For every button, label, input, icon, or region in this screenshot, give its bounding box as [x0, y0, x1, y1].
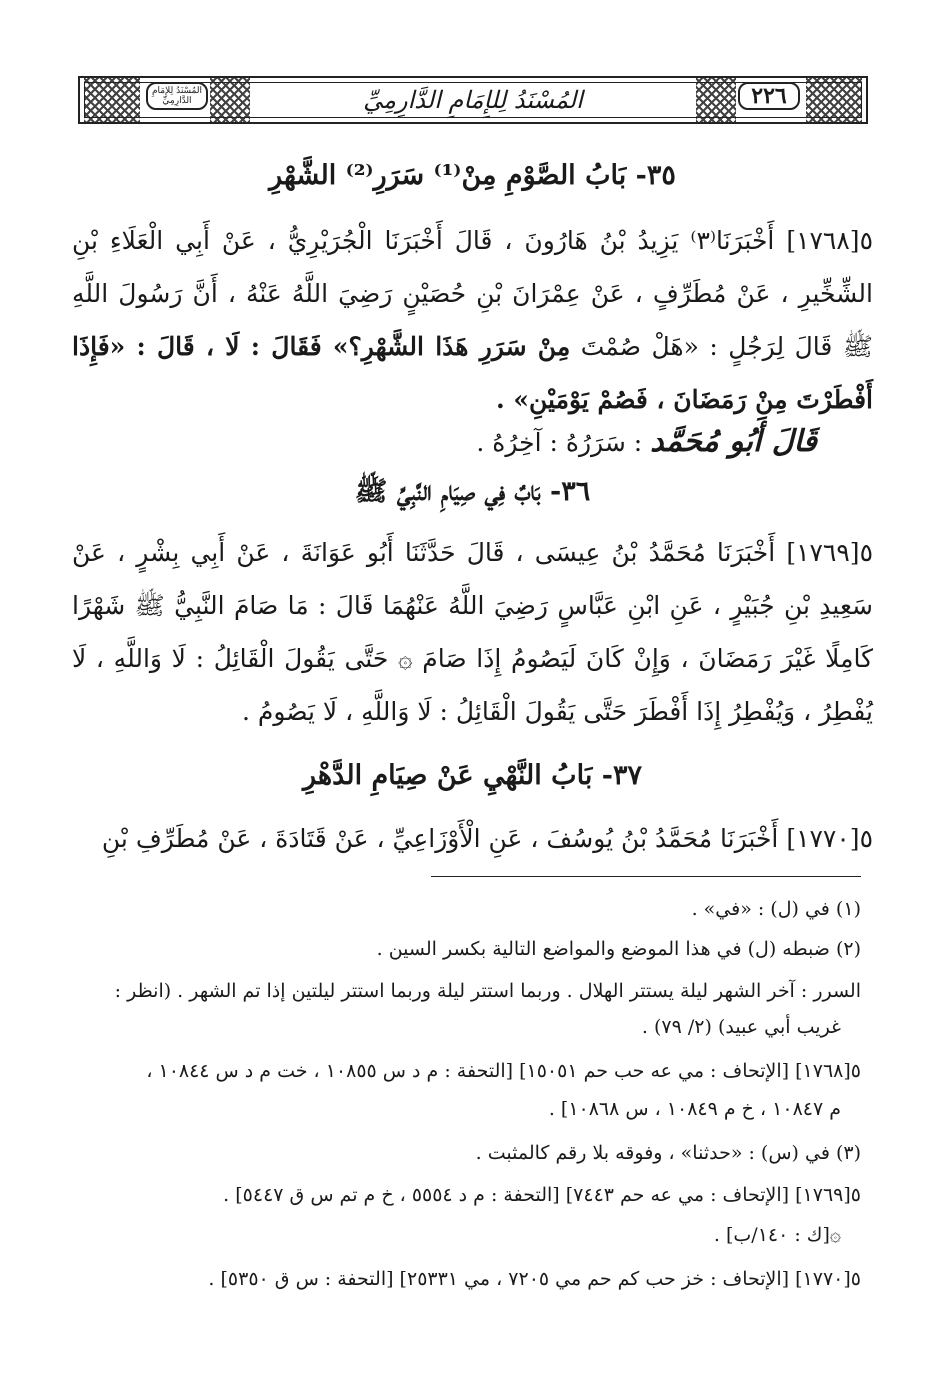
footnote: غريب أبي عبيد) (٢/ ٧٩) .: [641, 1016, 841, 1038]
emblem-text: المُسْنَدُ لِلإِمَامِ الدَّارِمِيِّ: [151, 86, 203, 106]
entry-number: ٥[١٧٦٩]: [786, 538, 873, 567]
footnote: السرر : آخر الشهر ليلة يستتر الهلال . وربما استتر ليلة وربما استتر ليلتين إذا تم الشهر . (انظر :: [114, 980, 861, 1002]
entry-number: ٥[١٧٧٠]: [786, 824, 873, 853]
comment-label: قَالَ أَبُو مُحَمَّد: [650, 424, 817, 459]
hadith-entry: [72, 812, 873, 865]
running-title: المُسْنَدُ لِلإِمَامِ الدَّارِمِيِّ: [363, 86, 583, 114]
entry-line: أَخْبَرَنَا مُحَمَّدُ بْنُ عِيسَى ، قَالَ حَدَّثَنَا أَبُو عَوَانَةَ ، عَنْ أَبِي بِشْرٍ ، عَنْ سَعِيدِ بْنِ: [72, 538, 873, 620]
entry-line: جُبَيْرٍ ، عَنِ ابْنِ عَبَّاسٍ رَضِيَ اللَّهُ عَنْهُمَا قَالَ : مَا صَامَ النَّبِيُّ ﷺ شَهْرًا كَامِلًا غَيْرَ رَمَضَانَ ، وَإِنْ كَانَ: [72, 591, 873, 673]
footnote: ٥[١٧٦٩] [الإتحاف : مي عه حم ٧٤٤٣] [التحفة : م د ٥٥٥٤ ، خ م تم س ق ٥٤٤٧] .: [223, 1184, 861, 1206]
ornament-left-icon: [84, 78, 140, 122]
entry-line: لَيَصُومُ إِذَا صَامَ ۞ حَتَّى يَقُولَ الْقَائِلُ : لَا وَاللَّهِ ، لَا يُفْطِرُ ، وَيُفْطِرُ إِذَا أَفْطَرَ حَتَّى يَقُولَ: [72, 644, 873, 726]
footnote-separator: [431, 876, 861, 877]
page-header: [78, 76, 868, 124]
author-comment: [476, 424, 817, 459]
entry-line: عَنْ مُطَرِّفٍ ، عَنْ عِمْرَانَ بْنِ حُصَيْنٍ رَضِيَ اللَّهُ عَنْهُ ، أَنَّ رَسُولَ اللَّهِ ﷺ قَالَ لِرَجُلٍ : «هَلْ صُمْتَ: [72, 279, 873, 361]
page-number-plaque: [738, 82, 800, 110]
ornament-left-inner-icon: [210, 78, 250, 122]
header-emblem: [146, 82, 208, 110]
hadith-entry: [72, 214, 873, 426]
entry-line: الْقَائِلُ : لَا وَاللَّهِ ، لَا يَصُومُ .: [242, 697, 517, 726]
footnote: ٥[١٧٦٨] [الإتحاف : مي عه حب حم ١٥٠٥١] [التحفة : م د س ١٠٨٥٥ ، خت م د س ١٠٨٤٤ ،: [146, 1060, 861, 1082]
footnote: م ١٠٨٤٧ ، خ م ١٠٨٤٩ ، س ١٠٨٦٨] .: [548, 1098, 841, 1120]
footnote: ۞[ك : ١٤٠/ب] .: [713, 1224, 841, 1246]
hadith-entry: [72, 526, 873, 738]
ornament-right-inner-icon: [696, 78, 736, 122]
chapter-heading: ٣٦- بَابٌ فِي صِيَامِ النَّبِيِّ ﷺ: [354, 476, 591, 507]
chapter-heading: ٣٥- بَابُ الصَّوْمِ مِنْ⁽¹⁾ سَرَرِ⁽²⁾ الشَّهْرِ: [269, 160, 676, 191]
comment-text: : سَرَرُهُ : آخِرُهُ .: [476, 428, 643, 457]
chapter-heading: ٣٧- بَابُ النَّهْيِ عَنْ صِيَامِ الدَّهْرِ: [303, 760, 642, 791]
entry-line: مِنْ سَرَرِ هَذَا الشَّهْرِ؟» فَقَالَ : لَا ، قَالَ : «فَإِذَا أَفْطَرْتَ مِنْ رَمَضَانَ ، فَصُمْ يَوْمَيْنِ» .: [72, 332, 873, 414]
footnote: (٢) ضبطه (ل) في هذا الموضع والمواضع التالية بكسر السين .: [376, 938, 861, 960]
entry-number: ٥[١٧٦٨]: [786, 226, 873, 255]
page-number: ٢٢٦: [751, 83, 787, 109]
ornament-right-icon: [806, 78, 862, 122]
entry-line: أَخْبَرَنَا⁽٣⁾ يَزِيدُ بْنُ هَارُونَ ، قَالَ أَخْبَرَنَا الْجُرَيْرِيُّ ، عَنْ أَبِي الْعَلَاءِ بْنِ الشِّخِّيرِ ،: [72, 226, 873, 308]
entry-line: أَخْبَرَنَا مُحَمَّدُ بْنُ يُوسُفَ ، عَنِ الْأَوْزَاعِيِّ ، عَنْ قَتَادَةَ ، عَنْ مُطَرِّفِ بْنِ: [101, 824, 779, 853]
footnote: ٥[١٧٧٠] [الإتحاف : خز حب كم حم مي ٧٢٠٥ ، مي ٢٥٣٣١] [التحفة : س ق ٥٣٥٠] .: [208, 1268, 861, 1290]
footnote: (١) في (ل) : «في» .: [691, 898, 861, 920]
footnote: (٣) في (س) : «حدثنا» ، وفوقه بلا رقم كالمثبت .: [475, 1142, 861, 1164]
